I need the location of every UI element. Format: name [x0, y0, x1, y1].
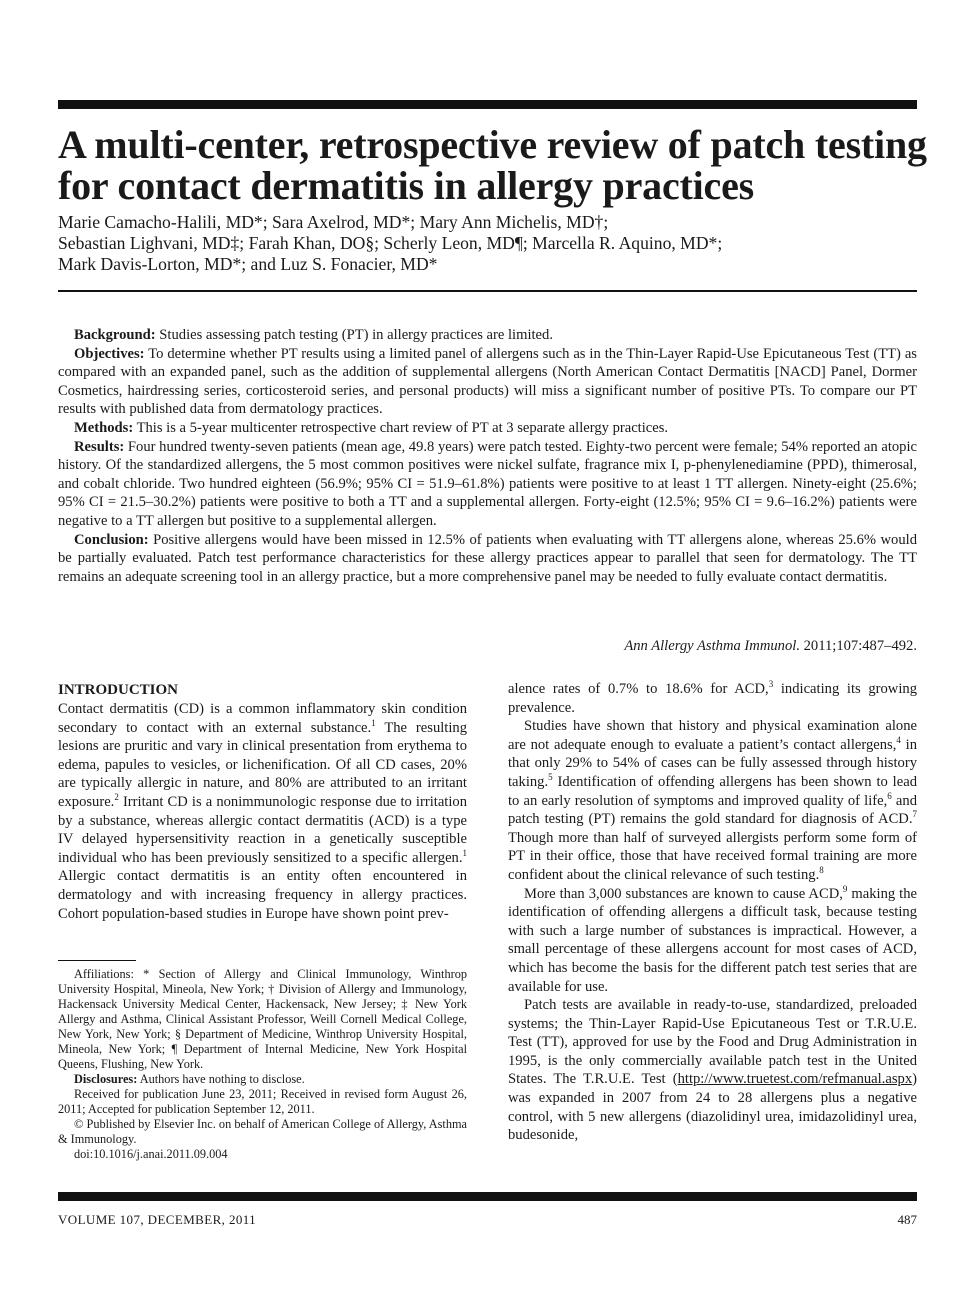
author-line: Sebastian Lighvani, MD‡; Farah Khan, DO§; Scherly Leon, MD¶; Marcella R. Aquino, MD*; — [58, 233, 723, 253]
footnote-rule — [58, 960, 136, 961]
body-text-continued: alence rates of 0.7% to 18.6% for ACD, — [508, 681, 769, 697]
volume-info: VOLUME 107, DECEMBER, 2011 — [58, 1212, 257, 1227]
received-dates: Received for publication June 23, 2011; Received in revised form August 26, 2011; Accepted for publication September 12, 2011. — [58, 1087, 467, 1116]
author-line: Marie Camacho-Halili, MD*; Sara Axelrod, MD*; Mary Ann Michelis, MD†; — [58, 212, 609, 232]
disclosures: Disclosures: Authors have nothing to disclose. — [74, 1072, 305, 1086]
truetest-link[interactable]: http://www.truetest.com/refmanual.aspx — [677, 1071, 913, 1088]
abstract-conclusion: Conclusion: Positive allergens would have been missed in 12.5% of patients when evaluating with TT allergens alone, whereas 25.6% would be partially evaluated. Patch test performance characteristics for these allergy practices appear to parallel that seen for dermatology. The TT remains an adequate screening tool in an allergy practice, but a more comprehensive panel may be needed to fully evaluate contact dermatitis. — [58, 531, 917, 585]
body-paragraph: More than 3,000 substances are known to cause ACD,$^9$ making the identification of offending allergens a difficult task, because testing with such a large number of substances is impractical. However, a small percentage of these allergens account for most cases of ACD, which has become the basis for the different patch test series that are available for use. — [508, 883, 917, 995]
author-line: Mark Davis-Lorton, MD*; and Luz S. Fonacier, MD* — [58, 254, 438, 274]
page-number: 487 — [897, 1212, 917, 1227]
journal-citation: Ann Allergy Asthma Immunol. 2011;107:487–492. — [624, 638, 917, 654]
author-list — [58, 212, 918, 275]
body-paragraph: Contact dermatitis (CD) is a common inflammatory skin condition secondary to contact with an external substance.$^1$ The resulting lesions are pruritic and vary in clinical presentation from erythema to edema, papules to vesicles, or lichenification. Of all CD cases, 20% are typically allergic in nature, and 80% are attributed to an irritant exposure.$^2$ Irritant CD is a nonimmunologic response due to irritation by a substance, whereas allergic contact dermatitis (ACD) is a type IV delayed hypersensitivity reaction in a genetically susceptible individual who has been previously sensitized to a specific allergen.$^1$ Allergic contact dermatitis is an entity often encountered in dermatology and with increasing frequency in allergy practices. Cohort population-based studies in Europe have shown point prev- — [58, 701, 467, 922]
abstract-label: Objectives: — [74, 345, 145, 362]
header-rule — [58, 100, 917, 109]
body-text-continued: Allergic contact dermatitis is an entity often encountered in dermatology and with increasing frequency in allergy practices. Cohort population-based studies in Europe have shown point prev- — [58, 868, 467, 922]
body-paragraph: alence rates of 0.7% to 18.6% for ACD,$^3$ indicating its growing prevalence. — [508, 679, 917, 716]
abstract-label: Methods: — [74, 419, 134, 436]
body-paragraph: Patch tests are available in ready-to-use, standardized, preloaded systems; the Thin-Layer Rapid-Use Epicutaneous Test or T.R.U.E. Test (TT), approved for use by the Food and Drug Administration in 1995, is the only commercially available patch test in the United States. The T.R.U.E. Test (http://www.truetest.com/refmanual.aspx) was expanded in 2007 from 24 to 28 allergens plus a negative control, with 5 new allergens (diazolidinyl urea, imidazolidinyl urea, budesonide, — [508, 997, 917, 1144]
affiliations: Affiliations: * Section of Allergy and Clinical Immunology, Winthrop University Hospital, Mineola, New York; † Division of Allergy and Immunology, Hackensack University Medical Center, Hackensack, New Jersey; ‡ New York Allergy and Asthma, Clinical Assistant Professor, Weill Cornell Medical College, New York, New York; § Department of Medicine, Winthrop University Hospital, Mineola, New York; ¶ Department of Internal Medicine, New York Hospital Queens, Flushing, New York. — [58, 967, 467, 1071]
abstract-objectives: Objectives: To determine whether PT results using a limited panel of allergens such as in the Thin-Layer Rapid-Use Epicutaneous Test (TT) as compared with an expanded panel, such as the addition of supplemental allergens (North American Contact Dermatitis [NACD] Panel, Dormer Cosmetics, hairdressing series, corticosteroid series, and personal products) will miss a significant number of positive PTs. To compare our PT results with published data from dermatology practices. — [58, 345, 917, 418]
abstract — [58, 326, 917, 586]
abstract-results: Results: Four hundred twenty-seven patients (mean age, 49.8 years) were patch tested. Eighty-two percent were female; 54% reported an atopic history. Of the standardized allergens, the 5 most common positives were nickel sulfate, fragrance mix I, p-phenylenediamine (PPD), thimerosal, and cobalt chloride. Two hundred eighteen (56.9%; 95% CI = 51.9–61.8%) patients were positive to at least 1 TT allergen. Ninety-eight (25.6%; 95% CI = 21.5–30.2%) patients were positive to both a TT and a supplemental allergen. Forty-eight (12.5%; 95% CI = 9.6–16.2%) patients were negative to a TT allergen but positive to a supplemental allergen. — [58, 438, 917, 529]
abstract-top-rule — [58, 290, 917, 292]
footnotes — [58, 967, 467, 1162]
left-column — [58, 680, 467, 923]
section-heading: INTRODUCTION — [58, 682, 179, 698]
abstract-label: Conclusion: — [74, 531, 149, 548]
abstract-label: Results: — [74, 438, 125, 455]
abstract-label: Background: — [74, 327, 156, 343]
publisher-note: © Published by Elsevier Inc. on behalf of American College of Allergy, Asthma & Immunology. — [58, 1117, 467, 1146]
doi: doi:10.1016/j.anai.2011.09.004 — [74, 1147, 228, 1161]
abstract-background: Background: Studies assessing patch testing (PT) in allergy practices are limited. — [74, 327, 553, 343]
abstract-methods: Methods: This is a 5-year multicenter retrospective chart review of PT at 3 separate allergy practices. — [74, 419, 669, 436]
body-paragraph: Studies have shown that history and physical examination alone are not adequate enough to evaluate a patient’s contact allergens,$^4$ in that only 29% to 54% of cases can be fully assessed through history taking.$^5$ Identification of offending allergens has been shown to lead to an early resolution of symptoms and improved quality of life,$^6$ and patch testing (PT) remains the gold standard for diagnosis of ACD.$^7$ Though more than half of surveyed allergists perform some form of PT in their office, those that have received formal training are more confident about the clinical relevance of such testing.$^8$ — [508, 718, 918, 883]
footer-rule — [58, 1192, 917, 1201]
article-title: A multi-center, retrospective review of patch testing for contact dermatitis in allergy practices — [58, 122, 927, 208]
right-column — [508, 680, 917, 1145]
